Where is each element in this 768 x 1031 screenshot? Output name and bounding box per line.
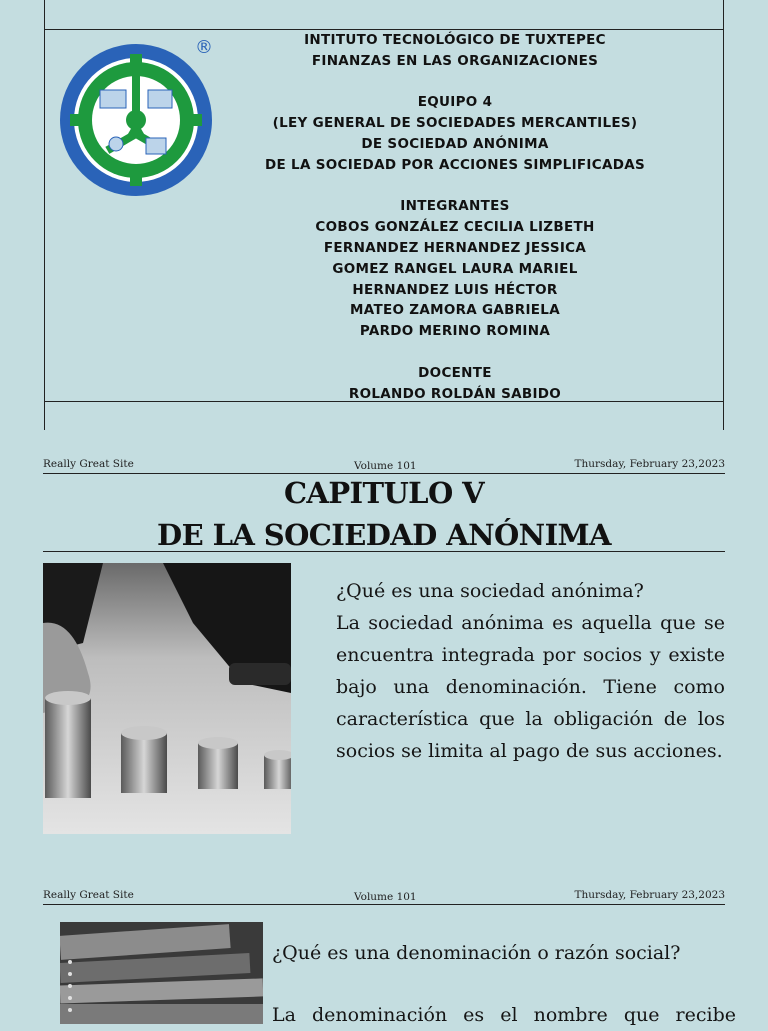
page3-body bbox=[272, 937, 736, 1031]
member-item: HERNANDEZ LUIS HÉCTOR bbox=[352, 281, 558, 298]
logo-registered-mark: ® bbox=[195, 37, 213, 58]
volume-label: Volume 101 bbox=[354, 460, 417, 472]
page2-paragraph: La sociedad anónima es aquella que se encuentra integrada por socios y existe bajo una denominación. Tiene como característica que la obligación de los socios se limita al pago de sus acciones. bbox=[336, 612, 725, 762]
page3-paragraph: La denominación es el nombre que recibe bbox=[272, 1004, 736, 1026]
member-item: COBOS GONZÁLEZ CECILIA LIZBETH bbox=[315, 219, 595, 236]
issue-date: Thursday, February 23,2023 bbox=[574, 458, 725, 470]
member-item: MATEO ZAMORA GABRIELA bbox=[350, 302, 560, 319]
law-name: (LEY GENERAL DE SOCIEDADES MERCANTILES) bbox=[272, 115, 638, 132]
notebooks-photo bbox=[60, 922, 263, 1024]
chapter-title-line1: CAPITULO V bbox=[283, 476, 485, 510]
site-name: Really Great Site bbox=[43, 889, 134, 901]
institute-name: INTITUTO TECNOLÓGICO DE TUXTEPEC bbox=[304, 32, 606, 48]
team-name: EQUIPO 4 bbox=[417, 94, 493, 111]
cover-right-border bbox=[723, 0, 724, 430]
page2-question: ¿Qué es una sociedad anónima? bbox=[336, 580, 644, 602]
topic-2: DE LA SOCIEDAD POR ACCIONES SIMPLIFICADAS bbox=[265, 156, 645, 173]
chapter-title-rule bbox=[43, 551, 725, 552]
institute-logo bbox=[56, 37, 216, 200]
topic-1: DE SOCIEDAD ANÓNIMA bbox=[361, 135, 549, 152]
member-item: GOMEZ RANGEL LAURA MARIEL bbox=[332, 260, 578, 277]
coins-photo bbox=[43, 563, 291, 834]
cover-header bbox=[205, 30, 705, 404]
course-name: FINANZAS EN LAS ORGANIZACIONES bbox=[311, 52, 599, 69]
page2-body bbox=[336, 575, 725, 767]
page3-header-rule bbox=[43, 904, 725, 905]
chapter-title-line2: DE LA SOCIEDAD ANÓNIMA bbox=[157, 518, 611, 552]
issue-date: Thursday, February 23,2023 bbox=[574, 889, 725, 901]
site-name: Really Great Site bbox=[43, 458, 134, 470]
teacher-name: ROLANDO ROLDÁN SABIDO bbox=[348, 385, 562, 402]
chapter-title bbox=[43, 472, 725, 556]
teacher-heading: DOCENTE bbox=[418, 364, 492, 381]
member-item: FERNANDEZ HERNANDEZ JESSICA bbox=[323, 239, 587, 256]
member-item: PARDO MERINO ROMINA bbox=[359, 323, 551, 340]
cover-left-border bbox=[44, 0, 45, 430]
members-heading: INTEGRANTES bbox=[400, 198, 510, 215]
volume-label: Volume 101 bbox=[354, 891, 417, 903]
page3-question: ¿Qué es una denominación o razón social? bbox=[272, 942, 681, 964]
